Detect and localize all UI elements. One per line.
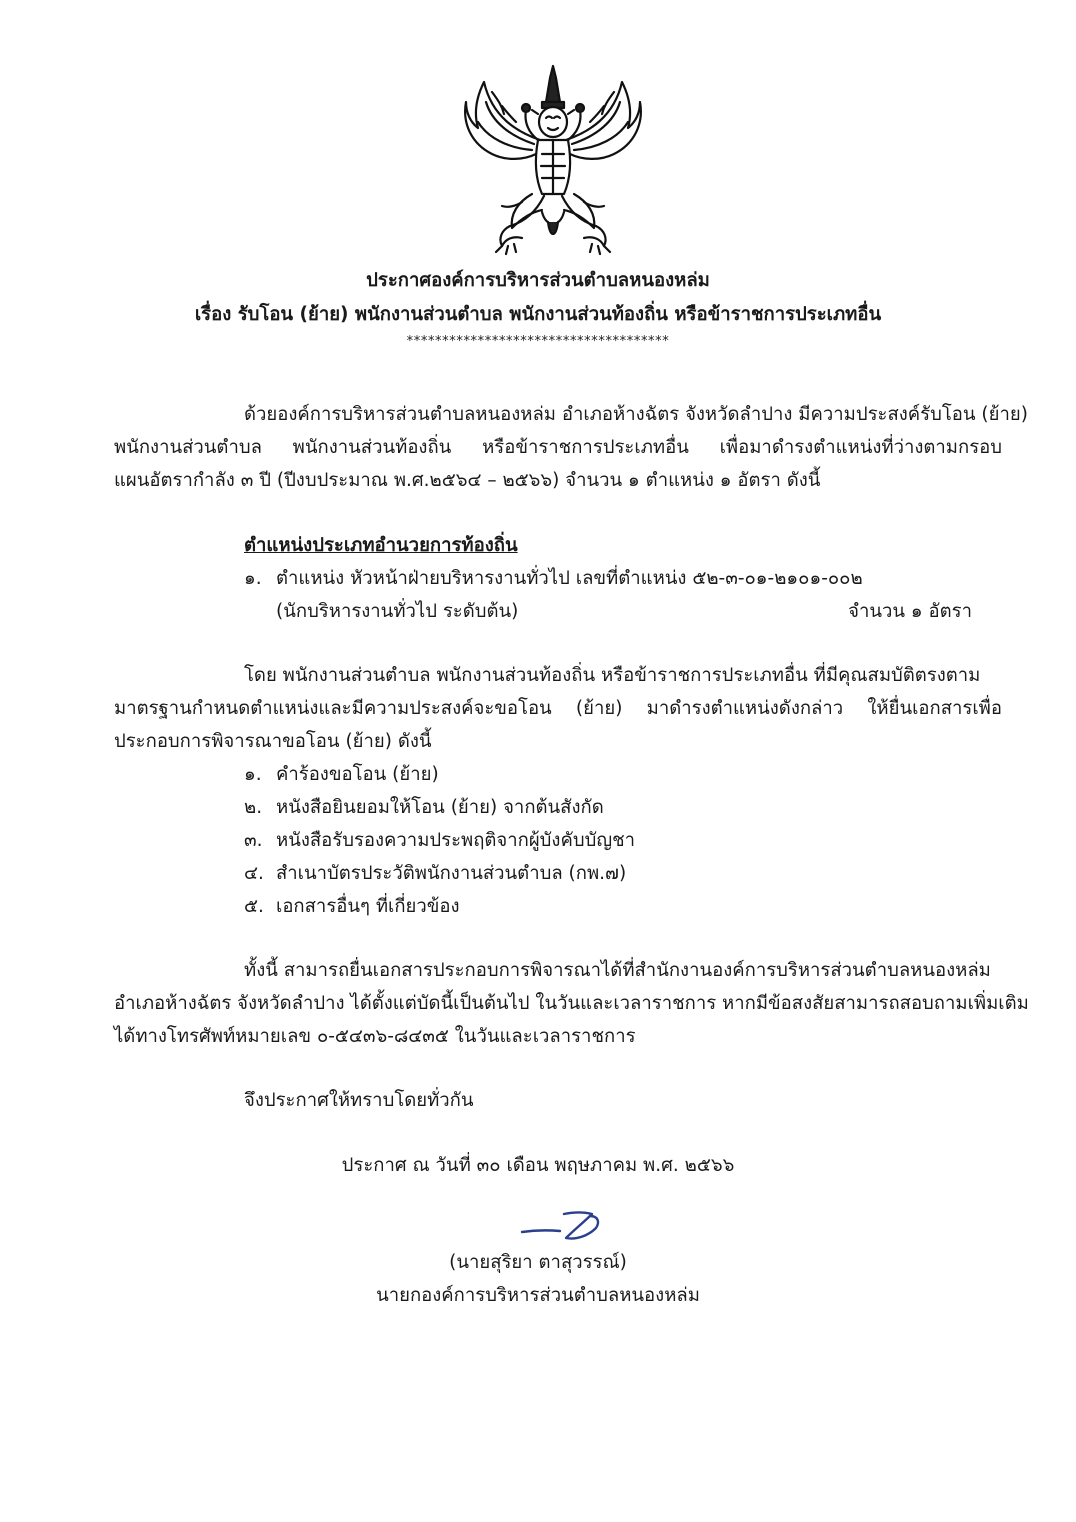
position-item-text: ตำแหน่ง หัวหน้าฝ่ายบริหารงานทั่วไป เลขที่ตำแหน่ง ๕๒-๓-๐๑-๒๑๐๑-๐๐๒ bbox=[276, 568, 863, 589]
section-title: ตำแหน่งประเภทอำนวยการท้องถิ่น bbox=[244, 535, 518, 556]
submission-line-2: อำเภอห้างฉัตร จังหวัดลำปาง ได้ตั้งแต่บัดนี้เป็นต้นไป ในวันและเวลาราชการ หากมีข้อสงสัยสามารถสอบถามเพิ่มเติม bbox=[114, 993, 1029, 1014]
list-item: สำเนาบัตรประวัติพนักงานส่วนตำบล (กพ.๗) bbox=[276, 863, 627, 884]
list-item: คำร้องขอโอน (ย้าย) bbox=[276, 764, 439, 785]
requirements-line-2: มาตรฐานกำหนดตำแหน่งและมีความประสงค์จะขอโอน (ย้าย) มาดำรงตำแหน่งดังกล่าว ให้ยื่นเอกสารเพื่อ bbox=[114, 698, 1002, 719]
closing-text: จึงประกาศให้ทราบโดยทั่วกัน bbox=[244, 1090, 474, 1111]
garuda-emblem-icon bbox=[462, 62, 644, 258]
intro-line-1: ด้วยองค์การบริหารส่วนตำบลหนองหล่ม อำเภอห้างฉัตร จังหวัดลำปาง มีความประสงค์รับโอน (ย้าย) bbox=[244, 404, 1028, 425]
position-item-sub: (นักบริหารงานทั่วไป ระดับต้น) bbox=[276, 601, 519, 622]
list-item: เอกสารอื่นๆ ที่เกี่ยวข้อง bbox=[276, 896, 460, 917]
list-item-number: ๓. bbox=[244, 830, 263, 851]
position-item-number: ๑. bbox=[244, 568, 262, 589]
intro-line-3: แผนอัตรากำลัง ๓ ปี (ปีงบประมาณ พ.ศ.๒๕๖๔ – ๒๕๖๖) จำนวน ๑ ตำแหน่ง ๑ อัตรา ดังนี้ bbox=[114, 470, 821, 491]
document-title: ประกาศองค์การบริหารส่วนตำบลหนองหล่ม bbox=[366, 270, 710, 291]
list-item-number: ๑. bbox=[244, 764, 262, 785]
signatory-name: (นายสุริยา ตาสุวรรณ์) bbox=[449, 1252, 627, 1273]
list-item: หนังสือรับรองความประพฤติจากผู้บังคับบัญชา bbox=[276, 830, 636, 851]
list-item: หนังสือยินยอมให้โอน (ย้าย) จากต้นสังกัด bbox=[276, 797, 604, 818]
list-item-number: ๒. bbox=[244, 797, 263, 818]
list-item-number: ๔. bbox=[244, 863, 264, 884]
separator-stars: ************************************* bbox=[406, 334, 670, 349]
list-item-number: ๕. bbox=[244, 896, 264, 917]
requirements-line-1: โดย พนักงานส่วนตำบล พนักงานส่วนท้องถิ่น หรือข้าราชการประเภทอื่น ที่มีคุณสมบัติตรงตาม bbox=[244, 665, 981, 686]
signatory-title: นายกองค์การบริหารส่วนตำบลหนองหล่ม bbox=[376, 1285, 700, 1306]
submission-line-1: ทั้งนี้ สามารถยื่นเอกสารประกอบการพิจารณาได้ที่สำนักงานองค์การบริหารส่วนตำบลหนองหล่ม bbox=[244, 960, 991, 981]
handwritten-signature bbox=[518, 1206, 608, 1246]
date-line: ประกาศ ณ วันที่ ๓๐ เดือน พฤษภาคม พ.ศ. ๒๕๖๖ bbox=[341, 1155, 735, 1176]
position-count: จำนวน ๑ อัตรา bbox=[848, 601, 972, 622]
submission-line-3: ได้ทางโทรศัพท์หมายเลข ๐-๕๔๓๖-๘๔๓๕ ในวันและเวลาราชการ bbox=[114, 1026, 636, 1047]
requirements-line-3: ประกอบการพิจารณาขอโอน (ย้าย) ดังนี้ bbox=[114, 731, 432, 752]
intro-line-2: พนักงานส่วนตำบล พนักงานส่วนท้องถิ่น หรือข้าราชการประเภทอื่น เพื่อมาดำรงตำแหน่งที่ว่างตามกรอบ bbox=[114, 437, 1002, 458]
document-subject: เรื่อง รับโอน (ย้าย) พนักงานส่วนตำบล พนักงานส่วนท้องถิ่น หรือข้าราชการประเภทอื่น bbox=[194, 304, 882, 325]
